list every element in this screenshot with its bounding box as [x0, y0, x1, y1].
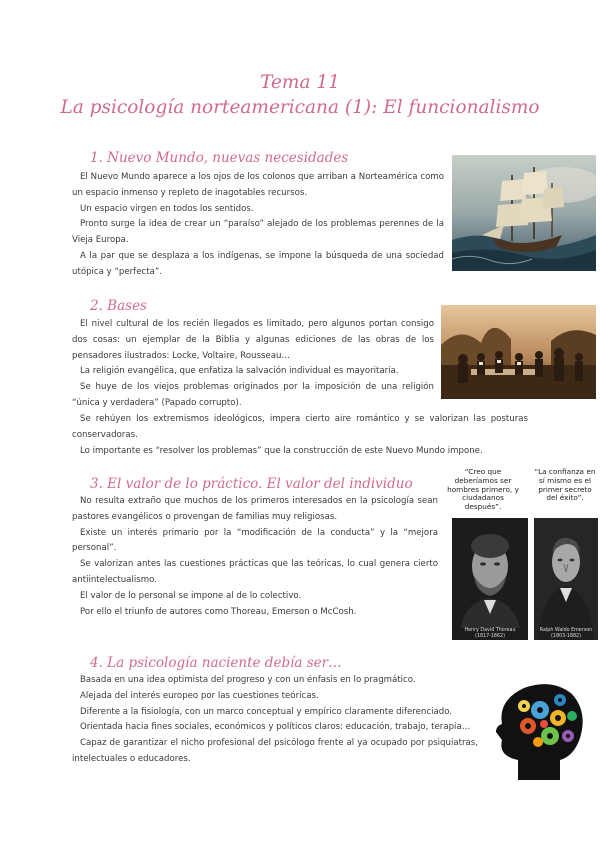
paragraph: Un espacio virgen en todos los sentidos. [80, 203, 254, 214]
page-title-number: Tema 11 [260, 72, 340, 93]
paragraph: La religión evangélica, que enfatiza la salvación individual es mayoritaria. [80, 366, 399, 377]
section-heading-2: 2. Bases [90, 298, 147, 314]
paragraph: Capaz de garantizar el nicho profesional del psicólogo frente al ya ocupado por psiquiatras, intelectuales o educadores. [72, 738, 478, 764]
section-heading-3: 3. El valor de lo práctico. El valor del individuo [90, 476, 413, 492]
emerson-caption: Ralph Waldo Emerson (1803-1882) [539, 628, 593, 639]
section-body-2-wide [72, 412, 528, 459]
thoreau-caption: Henry David Thoreau (1817-1862) [464, 628, 516, 639]
colonists-gathering-image [441, 305, 596, 399]
paragraph: Se huye de los viejos problemas originados por la imposición de una religión “única y verdadera” (Papado corrupto). [72, 382, 434, 408]
paragraph: Alejada del interés europeo por las cuestiones teóricas. [80, 690, 319, 701]
sailing-ship-image [452, 155, 596, 271]
paragraph: Existe un interés primario por la “modificación de la conducta” y la “mejora personal”. [72, 527, 438, 554]
emerson-portrait [534, 518, 598, 640]
paragraph: Basada en una idea optimista del progreso y con un énfasis en lo pragmático. [80, 675, 416, 685]
section-heading-1: 1. Nuevo Mundo, nuevas necesidades [90, 150, 349, 166]
section-body-4 [72, 673, 478, 768]
paragraph: Se valorizan antes las cuestiones prácticas que las teóricas, lo cual genera cierto antiintelectualismo. [72, 559, 438, 585]
paragraph: El Nuevo Mundo aparece a los ojos de los colonos que arriban a Norteamérica como un espacio inmenso y repleto de inagotables recursos. [72, 172, 444, 198]
paragraph: Se rehúyen los extremismos ideológicos, impera cierto aire romántico y se valorizan las posturas conservadoras. [72, 414, 528, 440]
paragraph: Orientada hacia fines sociales, económicos y políticos claros: educación, trabajo, terapia… [80, 722, 471, 733]
paragraph: No resulta extraño que muchos de los primeros interesados en la psicología sean pastores evangélicos o provengan de familias muy religiosas. [72, 496, 438, 522]
section-heading-4: 4. La psicología naciente debía ser… [90, 655, 342, 671]
thoreau-quote: “Creo que deberíamos ser hombres primero, y ciudadanos después”. [447, 467, 519, 512]
paragraph: A la par que se desplaza a los indígenas, se impone la búsqueda de una sociedad utópica y “perfecta”. [72, 250, 444, 277]
section-body-1 [72, 170, 444, 281]
paragraph: Pronto surge la idea de crear un “paraíso” alejado de los problemas perennes de la Vieja Europa. [72, 219, 444, 246]
paragraph: Lo importante es “resolver los problemas” que la construcción de este Nuevo Mundo impone. [80, 445, 483, 456]
paragraph: Diferente a la fisiología, con un marco conceptual y empírico claramente diferenciado. [80, 706, 453, 717]
emerson-quote: “La confianza en sí mismo es el primer secreto del éxito”. [534, 467, 596, 503]
section-body-3 [72, 494, 438, 620]
thoreau-portrait [452, 518, 528, 640]
paragraph: Por ello el triunfo de autores como Thoreau, Emerson o McCosh. [80, 606, 357, 617]
paragraph: El nivel cultural de los recién llegados es limitado, pero algunos portan consigo dos cosas: un ejemplar de la Biblia y algunas ediciones de las obras de los pensadores ilustrados: Locke, Voltaire, Rousseau… [72, 319, 434, 361]
paragraph: El valor de lo personal se impone al de lo colectivo. [80, 590, 302, 601]
page-title: La psicología norteamericana (1): El funcionalismo [60, 97, 540, 118]
section-body-2 [72, 317, 434, 412]
head-gears-image [488, 680, 588, 782]
